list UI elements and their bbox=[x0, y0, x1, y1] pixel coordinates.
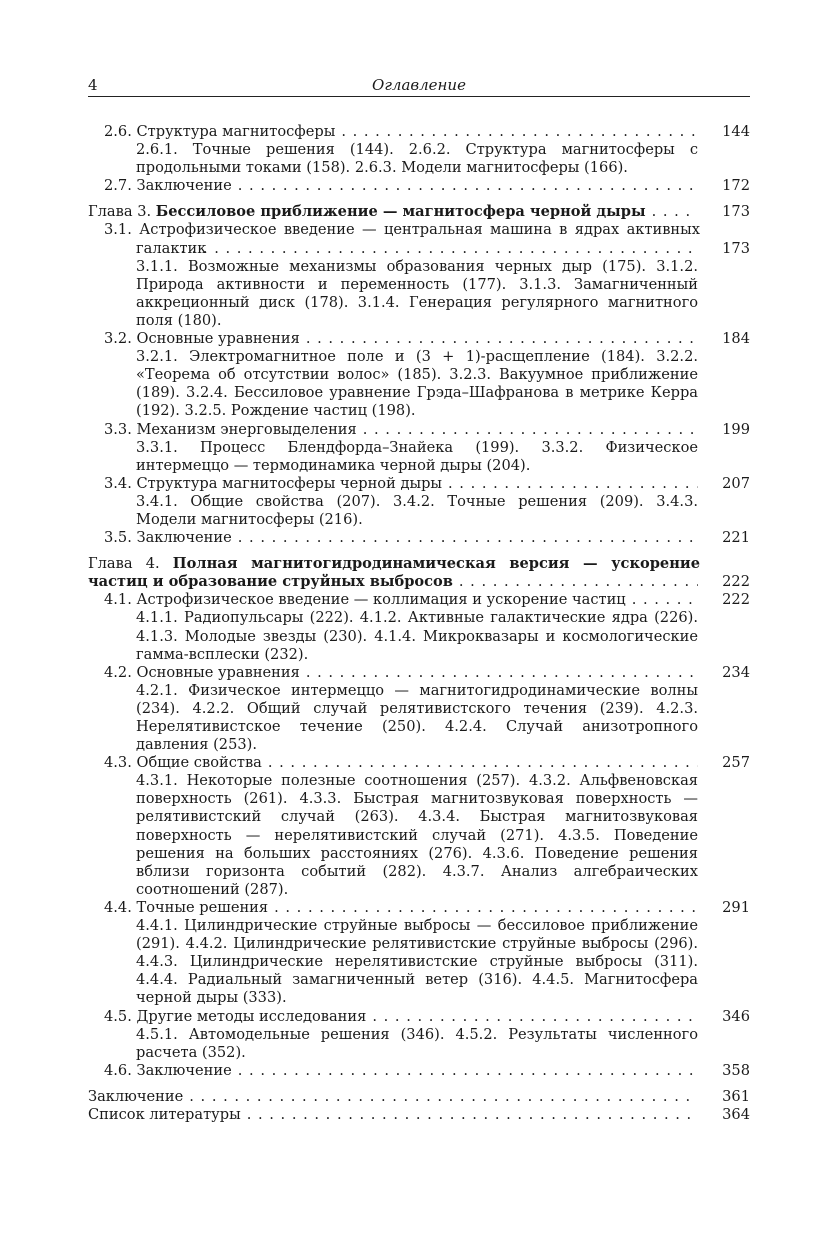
toc-entry-3-1[interactable]: 3.1. Астрофизическое введение — центральная машина в ядрах активных галактик . . . 173 bbox=[88, 221, 750, 257]
toc-subentries-4-2: 4.2.1. Физическое интермеццо — магнитогидродинамические волны (234). 4.2.2. Общий случай релятивистского течения (239). 4.2.3. Нерелятивистское течение (250). 4.2.4. Случай анизотропного давления (253). bbox=[136, 681, 698, 754]
toc-page bbox=[88, 74, 750, 1124]
toc-entry-3-4[interactable]: 3.4. Структура магнитосферы черной дыры . . . 207 bbox=[88, 475, 750, 493]
toc-subentries-4-3: 4.3.1. Некоторые полезные соотношения (257). 4.3.2. Альфвеновская поверхность (261). 4.3.3. Быстрая магнитозвуковая поверхность — релятивистский случай (263). 4.3.4. Быстрая магнитозвуковая поверхность — нерелятивистский случай (271). 4.3.5. Поведение решения на больших расстояниях (276). 4.3.6. Поведение решения вблизи горизонта событий (282). 4.3.7. Анализ алгебраических соотношений (287). bbox=[136, 772, 698, 898]
toc-entry-4-6[interactable]: 4.6. Заключение . . . 358 bbox=[88, 1062, 750, 1080]
toc-chapter-3[interactable]: Глава 3. Бессиловое приближение — магнитосфера черной дыры . . . 173 bbox=[88, 203, 750, 221]
toc-subentries-3-3: 3.3.1. Процесс Блендфорда–Знайека (199). 3.3.2. Физическое интермеццо — термодинамика черной дыры (204). bbox=[136, 438, 698, 474]
toc-bibliography[interactable]: Список литературы . . . 364 bbox=[88, 1106, 750, 1124]
toc-entry-3-3[interactable]: 3.3. Механизм энерговыделения . . . 199 bbox=[88, 421, 750, 439]
table-of-contents bbox=[88, 123, 750, 1124]
toc-chapter-4[interactable]: Глава 4. Полная магнитогидродинамическая версия — ускорение частиц и образование струйных выбросов . . . 222 bbox=[88, 555, 750, 591]
toc-subentries-3-2: 3.2.1. Электромагнитное поле и (3 + 1)-расщепление (184). 3.2.2. «Теорема об отсутствии волос» (185). 3.2.3. Вакуумное приближение (189). 3.2.4. Бессиловое уравнение Грэда–Шафранова в метрике Керра (192). 3.2.5. Рождение частиц (198). bbox=[136, 348, 698, 420]
toc-entry-2-6[interactable]: 2.6. Структура магнитосферы . . . 144 bbox=[88, 123, 750, 141]
toc-entry-2-7[interactable]: 2.7. Заключение . . . 172 bbox=[88, 177, 750, 195]
toc-entry-4-1[interactable]: 4.1. Астрофизическое введение — коллимация и ускорение частиц . . . 222 bbox=[88, 591, 750, 609]
toc-entry-4-2[interactable]: 4.2. Основные уравнения . . . 234 bbox=[88, 664, 750, 682]
toc-subentries-4-5: 4.5.1. Автомодельные решения (346). 4.5.2. Результаты численного расчета (352). bbox=[136, 1025, 698, 1061]
toc-entry-3-5[interactable]: 3.5. Заключение . . . 221 bbox=[88, 529, 750, 547]
toc-subentries-3-1: 3.1.1. Возможные механизмы образования черных дыр (175). 3.1.2. Природа активности и переменность (177). 3.1.3. Замагниченный аккреционный диск (178). 3.1.4. Генерация регулярного магнитного поля (180). bbox=[136, 257, 698, 329]
running-header bbox=[88, 74, 750, 97]
toc-subentries-3-4: 3.4.1. Общие свойства (207). 3.4.2. Точные решения (209). 3.4.3. Модели магнитосферы (216). bbox=[136, 492, 698, 528]
running-title: Оглавление bbox=[372, 76, 466, 94]
toc-subentries-2-6: 2.6.1. Точные решения (144). 2.6.2. Структура магнитосферы с продольными токами (158). 2.6.3. Модели магнитосферы (166). bbox=[136, 141, 698, 177]
toc-subentries-4-4: 4.4.1. Цилиндрические струйные выбросы — бессиловое приближение (291). 4.4.2. Цилиндрические релятивистские струйные выбросы (296). 4.4.3. Цилиндрические нерелятивистские струйные выбросы (311). 4.4.4. Радиальный замагниченный ветер (316). 4.4.5. Магнитосфера черной дыры (333). bbox=[136, 917, 698, 1007]
toc-conclusion[interactable]: Заключение . . . 361 bbox=[88, 1088, 750, 1106]
toc-entry-4-5[interactable]: 4.5. Другие методы исследования . . . 346 bbox=[88, 1008, 750, 1026]
toc-subentries-4-1: 4.1.1. Радиопульсары (222). 4.1.2. Активные галактические ядра (226). 4.1.3. Молодые звезды (230). 4.1.4. Микроквазары и космологические гамма-всплески (232). bbox=[136, 609, 698, 663]
page-number: 4 bbox=[88, 76, 98, 94]
toc-entry-4-3[interactable]: 4.3. Общие свойства . . . 257 bbox=[88, 754, 750, 772]
toc-entry-3-2[interactable]: 3.2. Основные уравнения . . . 184 bbox=[88, 330, 750, 348]
toc-entry-4-4[interactable]: 4.4. Точные решения . . . 291 bbox=[88, 899, 750, 917]
